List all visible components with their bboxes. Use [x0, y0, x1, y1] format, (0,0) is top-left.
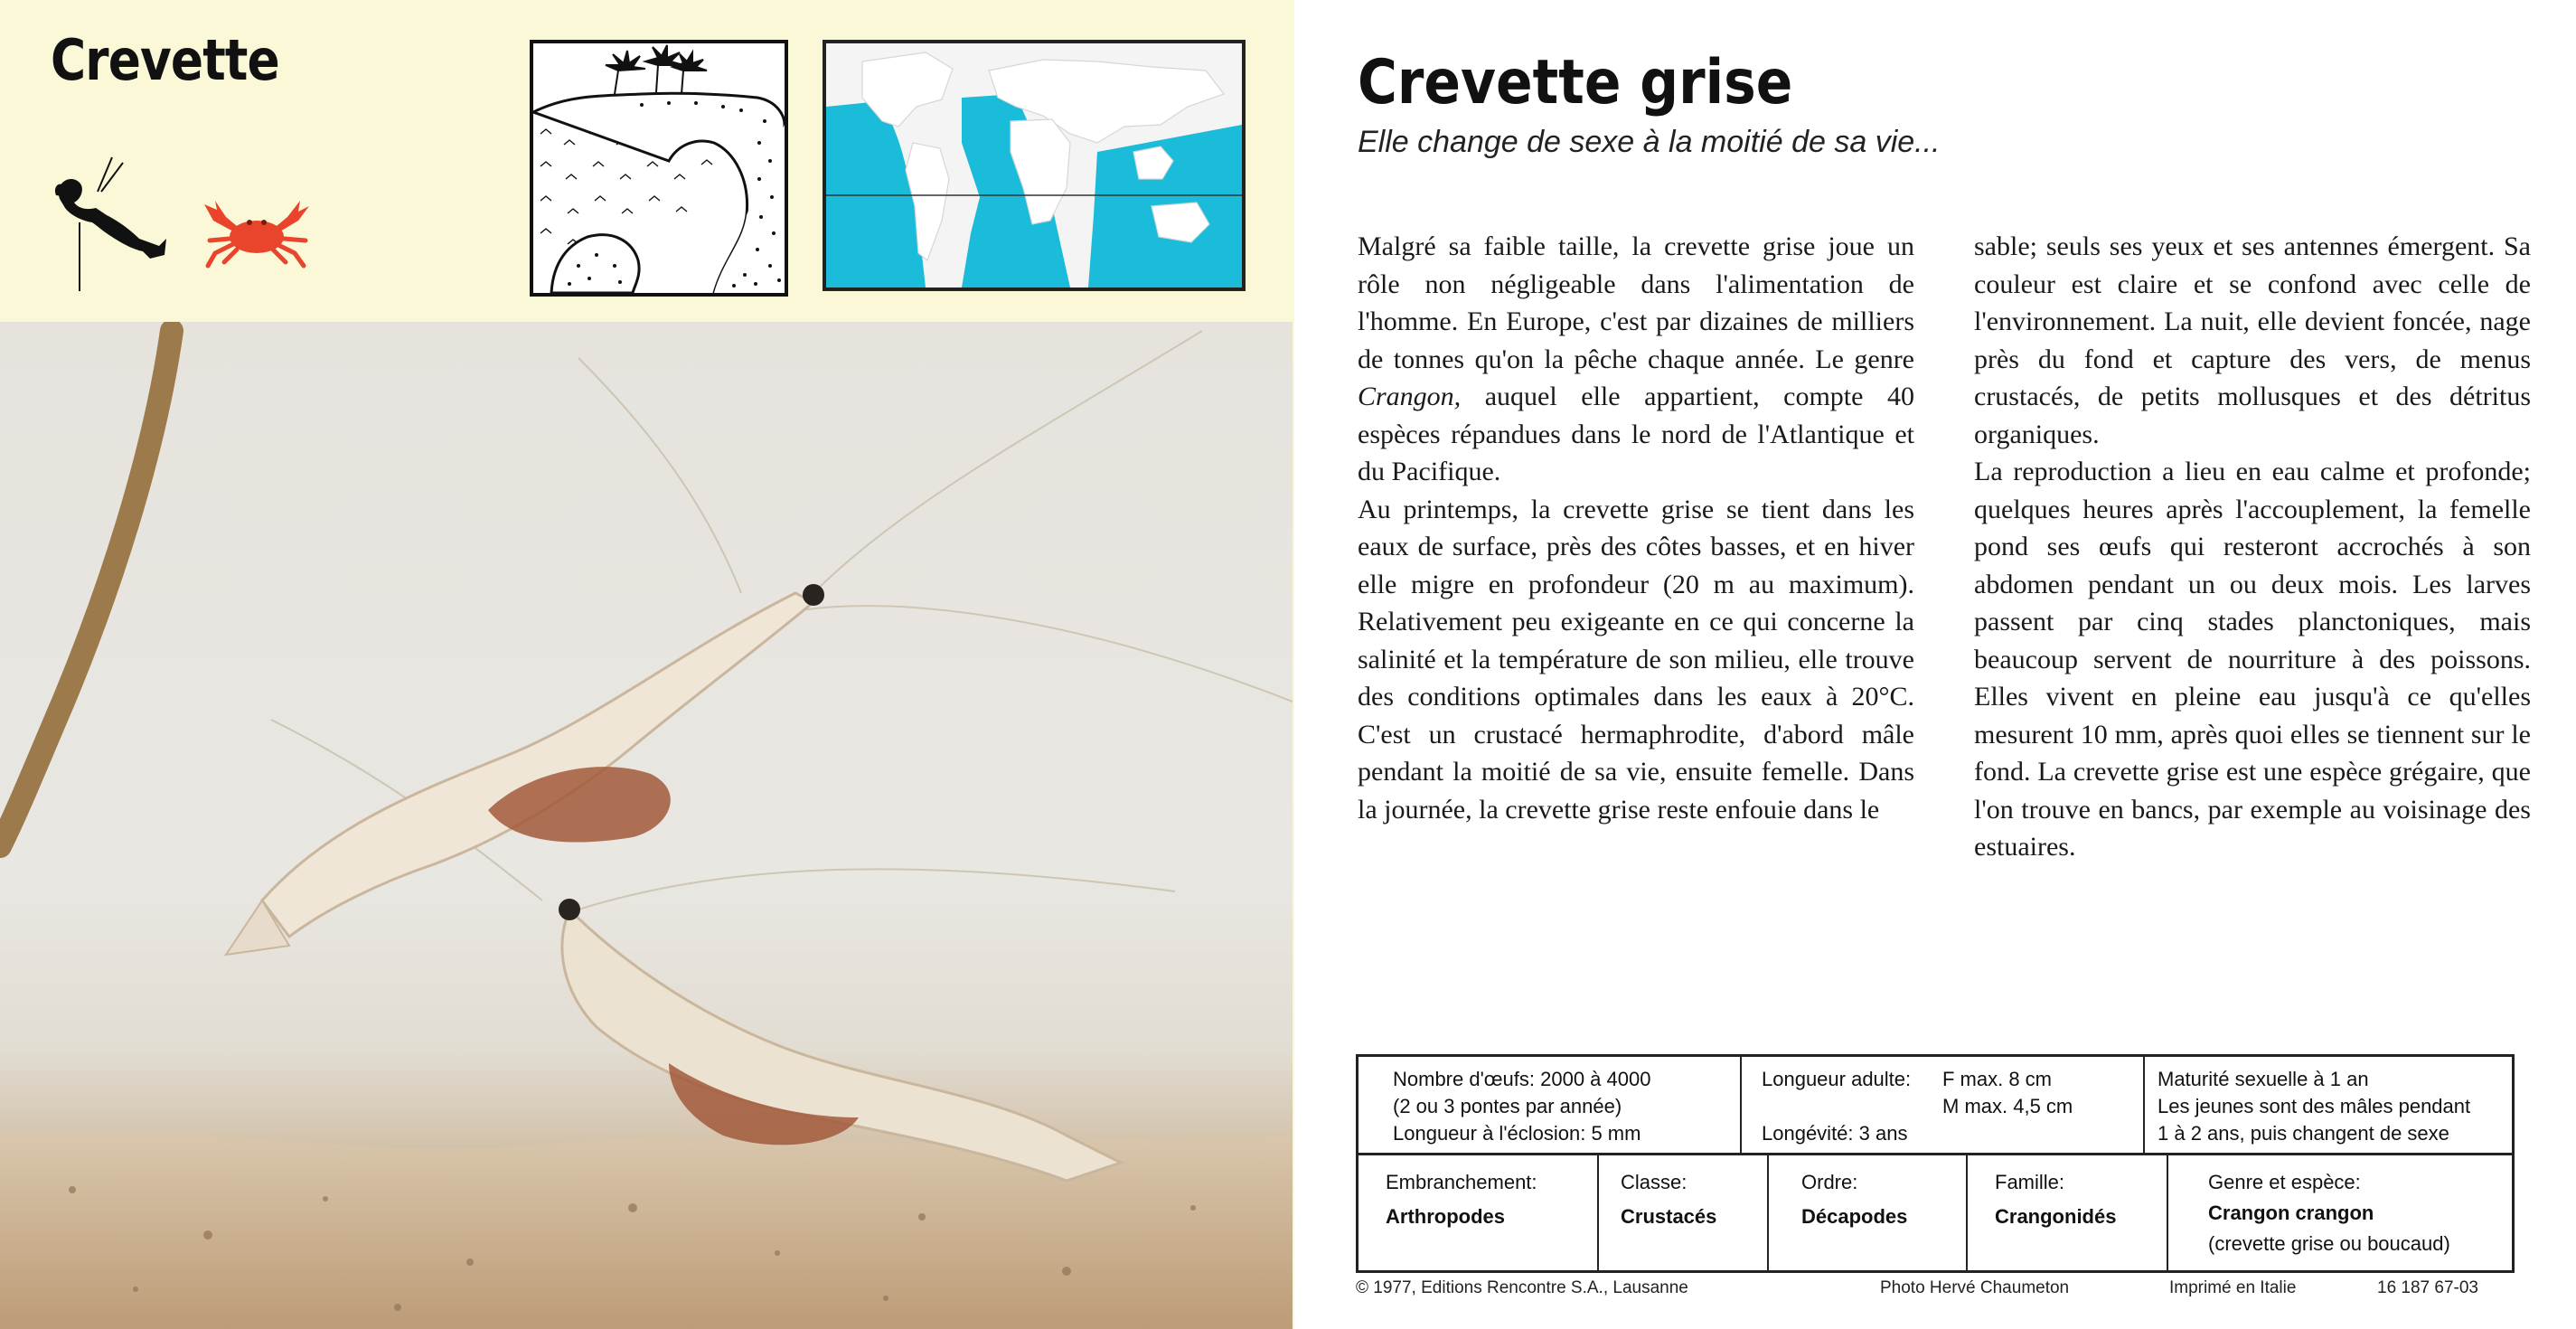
printed-in: Imprimé en Italie — [2169, 1278, 2297, 1297]
taxon-label: Famille: — [1995, 1171, 2065, 1193]
eggs-count: Nombre d'œufs: 2000 à 4000 — [1393, 1068, 1651, 1090]
facts-table — [1356, 1054, 2515, 1273]
maturity-note-1: Les jeunes sont des mâles pendant — [2158, 1095, 2471, 1117]
taxon-label: Embranchement: — [1386, 1171, 1537, 1193]
footer — [1356, 1278, 2515, 1305]
habitat-illustration — [530, 40, 788, 297]
length-label: Longueur adulte: — [1762, 1068, 1912, 1090]
front-title: Crevette — [51, 27, 279, 93]
copyright: © 1977, Editions Rencontre S.A., Lausanne — [1356, 1278, 1688, 1297]
back-card — [1294, 0, 2576, 1329]
paragraph: sable; seuls ses yeux et ses antennes émergent. Sa couleur est claire et se confond avec celle de l'environnement. La nuit, elle devient foncée, nage près du fond et capture des vers, de menus crustacés, de petits mollusques et des détritus organiques. — [1974, 231, 2531, 449]
taxon-value: Arthropodes — [1386, 1205, 1505, 1228]
text-column-right — [1974, 228, 2531, 866]
taxon-value: Décapodes — [1801, 1205, 1908, 1228]
taxon-label: Classe: — [1621, 1171, 1688, 1193]
taxon-value: Crustacés — [1621, 1205, 1717, 1228]
taxon-label: Genre et espèce: — [2208, 1171, 2361, 1193]
length-male: M max. 4,5 cm — [1942, 1095, 2073, 1117]
taxon-label: Ordre: — [1801, 1171, 1858, 1193]
taxon-class — [1621, 1169, 1765, 1230]
paragraph: La reproduction a lieu en eau calme et profonde; quelques heures après l'accouplement, la femelle pond ses œufs qui resteront accrochés à son abdomen pendant un ou deux mois. Les larves passent par cinq stades planctoniques, mais beaucoup servent de nourriture à des poissons. Elles vivent en pleine eau jusqu'à ce qu'elles mesurent 10 mm, après quoi elles se tiennent sur le fond. La crevette grise est une espèce grégaire, que l'on trouve en bancs, par exemple au voisinage des estuaires. — [1974, 457, 2531, 862]
species-title: Crevette grise — [1358, 47, 1793, 118]
taxon-species — [2208, 1169, 2506, 1258]
hatch-length: Longueur à l'éclosion: 5 mm — [1393, 1122, 1641, 1145]
length-female: F max. 8 cm — [1942, 1068, 2053, 1090]
species-subtitle: Elle change de sexe à la moitié de sa vie... — [1358, 125, 1941, 159]
length-cell — [1762, 1066, 2138, 1147]
crab-icon — [197, 197, 315, 269]
card-code: 16 187 67-03 — [2377, 1278, 2478, 1297]
taxon-value: Crangon crangon — [2208, 1202, 2374, 1224]
maturity-cell — [2158, 1066, 2510, 1147]
paragraph: Au printemps, la crevette grise se tient dans les eaux de surface, près des côtes basses, et en hiver elle migre en profondeur (20 m au maximum). Relativement peu exigeante en ce qui concerne la salinité et la température de son milieu, elle trouve des conditions optimales dans les eaux à 20°C. C'est un crustacé hermaphrodite, d'abord mâle pendant la moitié de sa vie, ensuite femelle. Dans la journée, la crevette grise reste enfouie dans le — [1358, 494, 1914, 825]
species-common-name: (crevette grise ou boucaud) — [2208, 1232, 2450, 1255]
eggs-clutches: (2 ou 3 pontes par année) — [1393, 1095, 1622, 1117]
lobster-icon — [52, 156, 170, 300]
taxon-phylum — [1386, 1169, 1594, 1230]
text-column-left — [1358, 228, 1914, 828]
longevity: Longévité: 3 ans — [1762, 1122, 1908, 1145]
shrimp-photo — [0, 322, 1293, 1329]
taxon-value: Crangonidés — [1995, 1205, 2117, 1228]
taxon-order — [1801, 1169, 1964, 1230]
paragraph: Malgré sa faible taille, la crevette grise joue un rôle non négligeable dans l'alimentation de l'homme. En Europe, c'est par dizaines de milliers de tonnes qu'on la pêche chaque année. Le genre Crangon, auquel elle appartient, compte 40 espèces répandues dans le nord de l'Atlantique et du Pacifique. — [1358, 231, 1914, 486]
eggs-cell — [1393, 1066, 1736, 1147]
maturity-note-2: 1 à 2 ans, puis changent de sexe — [2158, 1122, 2449, 1145]
maturity-age: Maturité sexuelle à 1 an — [2158, 1068, 2369, 1090]
photo-credit: Photo Hervé Chaumeton — [1880, 1278, 2070, 1297]
distribution-map — [823, 40, 1246, 291]
taxon-family — [1995, 1169, 2165, 1230]
